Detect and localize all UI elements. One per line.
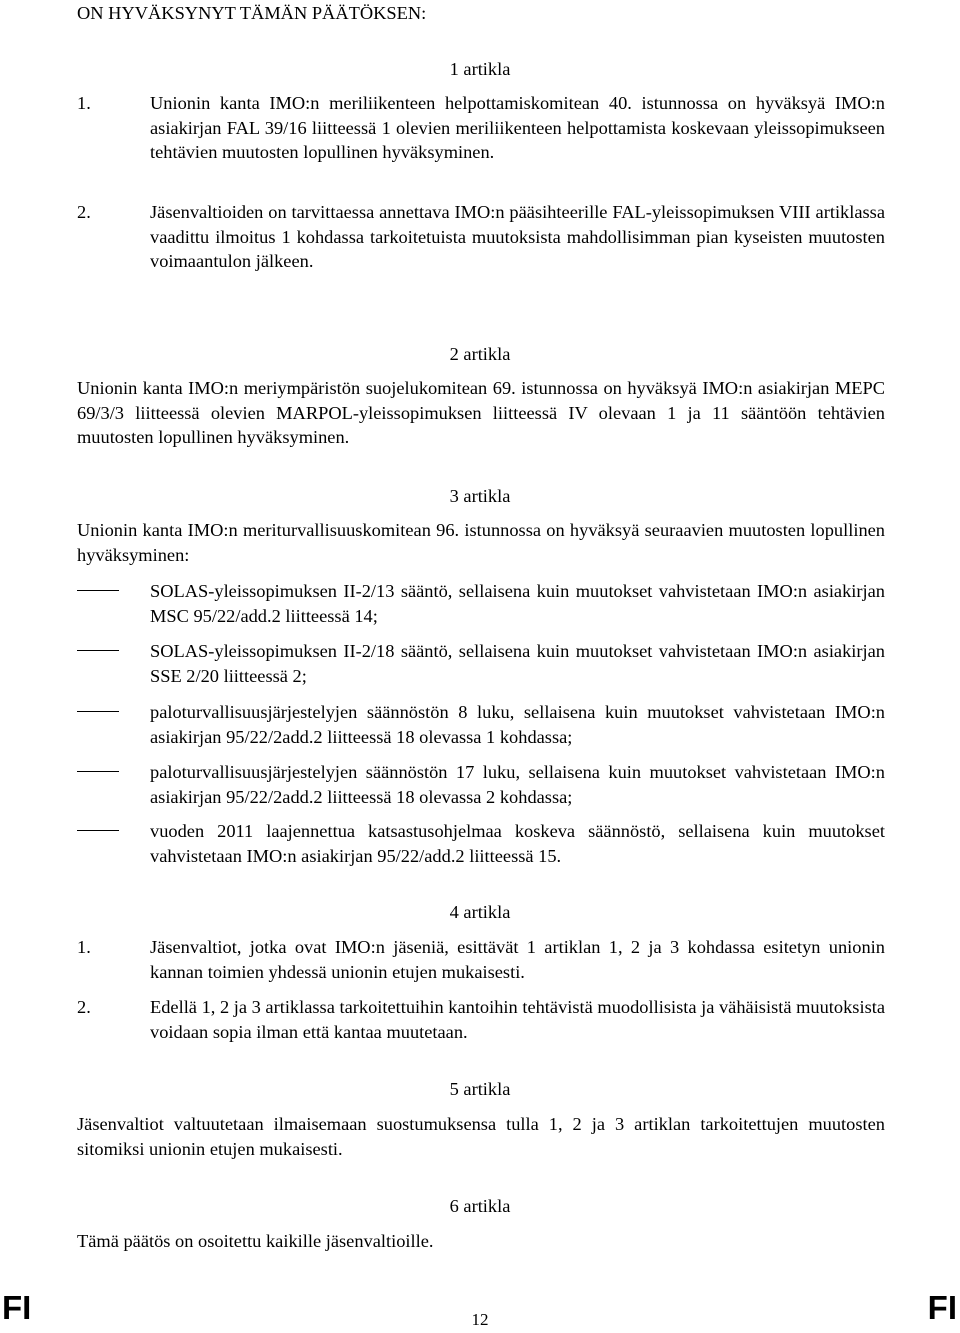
article-3-intro: Unionin kanta IMO:n meriturvallisuuskomitean 96. istunnossa on hyväksyä seuraavien muutosten lopullinen hyväksyminen:: [77, 520, 885, 565]
article-6-text: Tämä päätös on osoitettu kaikille jäsenvaltioille.: [77, 1231, 434, 1251]
article-5-title: 5 artikla: [449, 1079, 511, 1099]
footer-language-code-right: FI: [927, 1289, 957, 1326]
article-3-title: 3 artikla: [449, 486, 511, 506]
dash-bullet-1: [77, 590, 119, 591]
page-number: 12: [471, 1310, 489, 1329]
article-1-item-2-number: 2.: [77, 202, 91, 222]
article-4-item-1-text: Jäsenvaltiot, jotka ovat IMO:n jäseniä, esittävät 1 artiklan 1, 2 ja 3 kohdassa esitetyn unionin kannan toimien yhdessä unionin etujen mukaisesti.: [150, 937, 885, 982]
article-1-item-2-text: Jäsenvaltioiden on tarvittaessa annettava IMO:n pääsihteerille FAL-yleissopimuksen VIII artiklassa vaadittu ilmoitus 1 kohdassa tarkoitetuista muutoksista mahdollisimman pian kyseisten muutosten voimaantulon jälkeen.: [150, 202, 885, 271]
dash-bullet-2: [77, 650, 119, 651]
article-3-item-4: paloturvallisuusjärjestelyjen säännöstön 17 luku, sellaisena kuin muutokset vahvistetaan IMO:n asiakirjan 95/22/2add.2 liitteessä 18 olevassa 2 kohdassa;: [150, 762, 885, 807]
article-1-item-1-number: 1.: [77, 93, 91, 113]
article-3-item-2: SOLAS-yleissopimuksen II-2/18 sääntö, sellaisena kuin muutokset vahvistetaan IMO:n asiakirjan SSE 2/20 liitteessä 2;: [150, 641, 885, 686]
dash-bullet-4: [77, 771, 119, 772]
article-4-item-2-text: Edellä 1, 2 ja 3 artiklassa tarkoitettuihin kantoihin tehtävistä muodollisista ja vähäisistä muutoksista voidaan sopia ilman että kantaa muutetaan.: [150, 997, 885, 1042]
article-1-item-1-text: Unionin kanta IMO:n meriliikenteen helpottamiskomitean 40. istunnossa on hyväksyä IMO:n asiakirjan FAL 39/16 liitteessä 1 olevien meriliikenteen helpottamista koskevaan yleissopimukseen tehtävien muutosten lopullinen hyväksyminen.: [150, 93, 885, 162]
article-3-item-3: paloturvallisuusjärjestelyjen säännöstön 8 luku, sellaisena kuin muutokset vahvistetaan IMO:n asiakirjan 95/22/2add.2 liitteessä 18 olevassa 1 kohdassa;: [150, 702, 885, 747]
article-4-item-2-number: 2.: [77, 997, 91, 1017]
article-3-item-5: vuoden 2011 laajennettua katsastusohjelmaa koskeva säännöstö, sellaisena kuin muutokset vahvistetaan IMO:n asiakirjan 95/22/add.2 liitteessä 15.: [150, 821, 885, 866]
article-3-item-1: SOLAS-yleissopimuksen II-2/13 sääntö, sellaisena kuin muutokset vahvistetaan IMO:n asiakirjan MSC 95/22/add.2 liitteessä 14;: [150, 581, 885, 626]
article-2-text: Unionin kanta IMO:n meriympäristön suojelukomitean 69. istunnossa on hyväksyä IMO:n asiakirjan MEPC 69/3/3 liitteessä olevien MARPOL-yleissopimuksen liitteessä IV olevaan 1 ja 11 sääntöön tehtävien muutosten lopullinen hyväksyminen.: [77, 378, 885, 447]
footer-language-code-left: FI: [2, 1289, 32, 1326]
article-1-title: 1 artikla: [449, 59, 511, 79]
article-5-text: Jäsenvaltiot valtuutetaan ilmaisemaan suostumuksensa tulla 1, 2 ja 3 artiklan tarkoitettujen muutosten sitomiksi unionin etujen mukaisesti.: [77, 1114, 885, 1159]
article-2-title: 2 artikla: [449, 344, 511, 364]
article-4-item-1-number: 1.: [77, 937, 91, 957]
dash-bullet-5: [77, 830, 119, 831]
article-6-title: 6 artikla: [449, 1196, 511, 1216]
article-4-title: 4 artikla: [449, 902, 511, 922]
decision-heading: ON HYVÄKSYNYT TÄMÄN PÄÄTÖKSEN:: [77, 3, 427, 23]
dash-bullet-3: [77, 711, 119, 712]
